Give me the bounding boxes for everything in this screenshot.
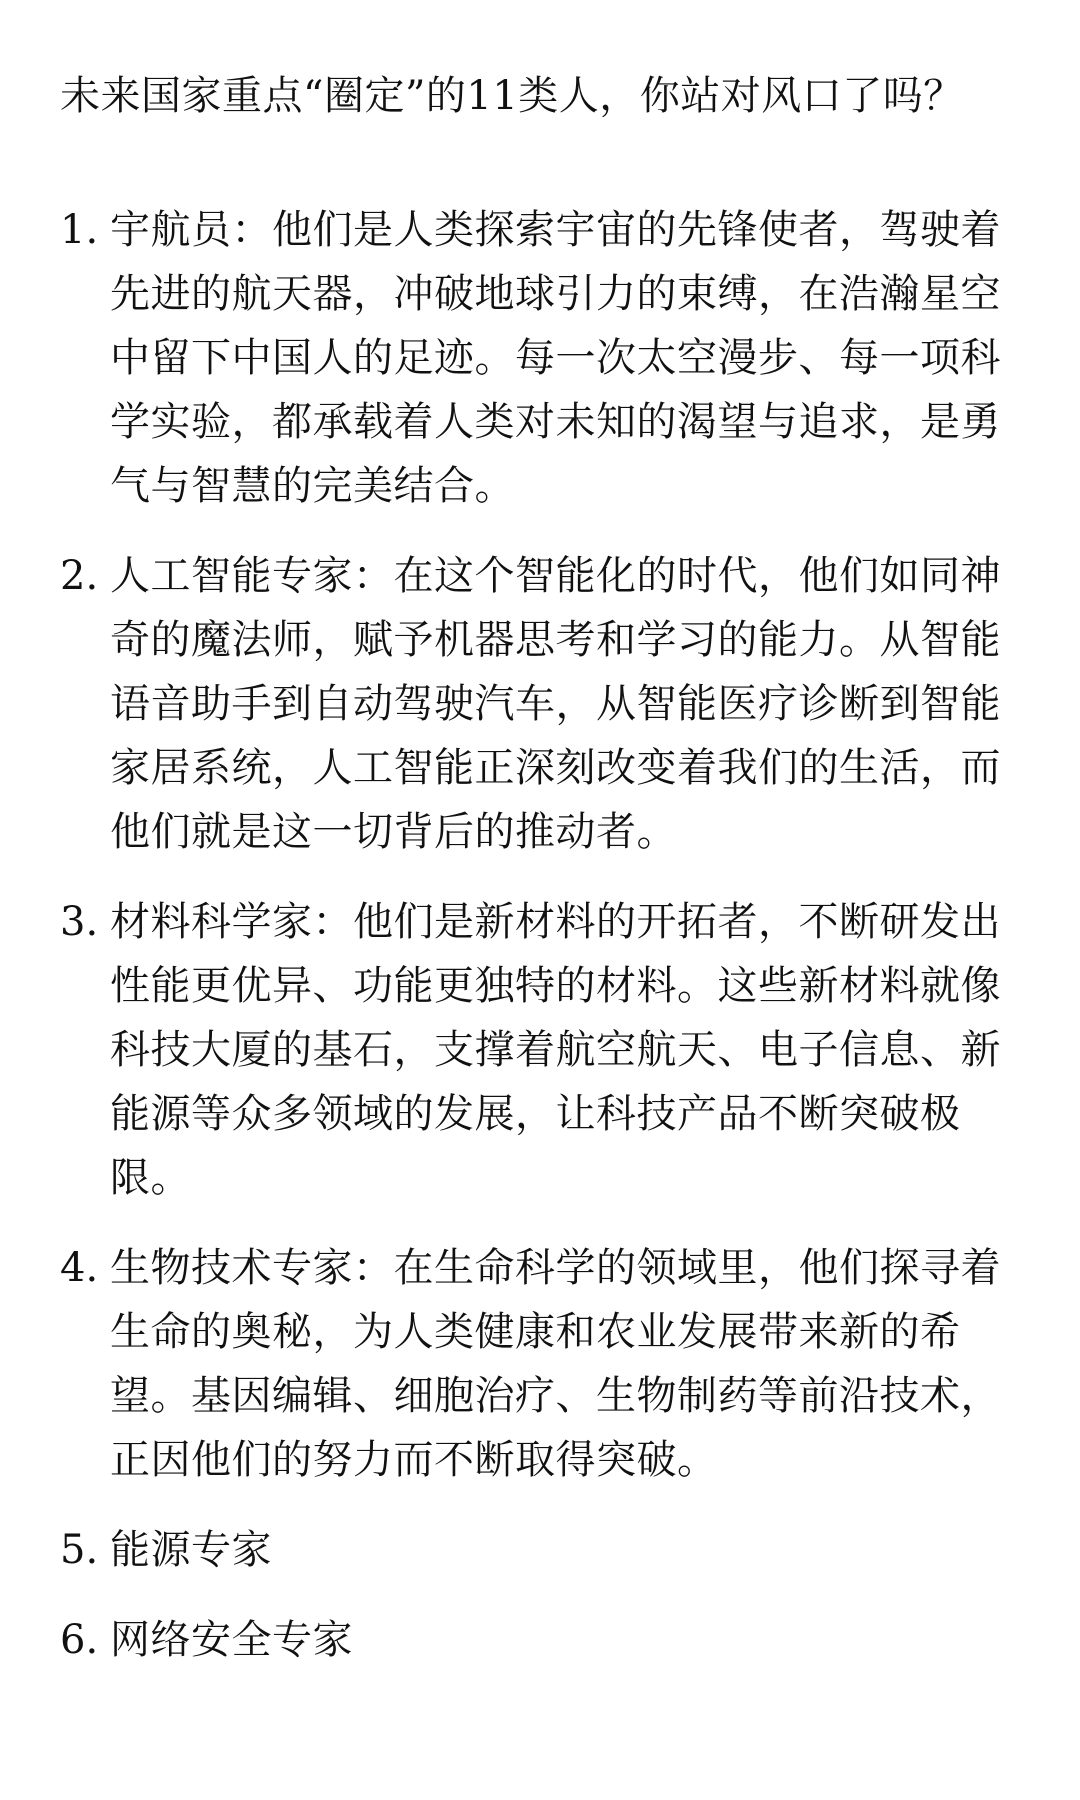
list-item xyxy=(60,1236,1020,1492)
list-item-text: 网络安全专家 xyxy=(110,1617,353,1663)
list-item-text: 宇航员：他们是人类探索宇宙的先锋使者，驾驶着先进的航天器，冲破地球引力的束缚，在浩瀚星空中留下中国人的足迹。每一次太空漫步、每一项科学实验，都承载着人类对未知的渴望与追求，是勇气与智慧的完美结合。 xyxy=(110,207,1001,509)
list-item xyxy=(60,1518,1020,1582)
list-item-number: 3. xyxy=(60,899,99,945)
article-title: 未来国家重点“圈定”的11类人，你站对风口了吗？ xyxy=(60,73,964,119)
list-item xyxy=(60,198,1020,518)
list-item-number: 1. xyxy=(60,207,99,253)
list-item-text: 能源专家 xyxy=(110,1527,272,1573)
list-item-number: 6. xyxy=(60,1617,99,1663)
list-item xyxy=(60,890,1020,1210)
list-item-number: 2. xyxy=(60,553,99,599)
list-item xyxy=(60,1608,1020,1672)
list-item-text: 人工智能专家：在这个智能化的时代，他们如同神奇的魔法师，赋予机器思考和学习的能力。从智能语音助手到自动驾驶汽车，从智能医疗诊断到智能家居系统，人工智能正深刻改变着我们的生活，而他们就是这一切背后的推动者。 xyxy=(110,553,1001,855)
list-item-text: 生物技术专家：在生命科学的领域里，他们探寻着生命的奥秘，为人类健康和农业发展带来新的希望。基因编辑、细胞治疗、生物制药等前沿技术，正因他们的努力而不断取得突破。 xyxy=(110,1245,1001,1483)
list-item xyxy=(60,544,1020,864)
list-item-number: 4. xyxy=(60,1245,99,1291)
list-item-number: 5. xyxy=(60,1527,99,1573)
profession-list xyxy=(60,198,1020,1672)
list-item-text: 材料科学家：他们是新材料的开拓者，不断研发出性能更优异、功能更独特的材料。这些新材料就像科技大厦的基石，支撑着航空航天、电子信息、新能源等众多领域的发展，让科技产品不断突破极限。 xyxy=(110,899,1001,1201)
